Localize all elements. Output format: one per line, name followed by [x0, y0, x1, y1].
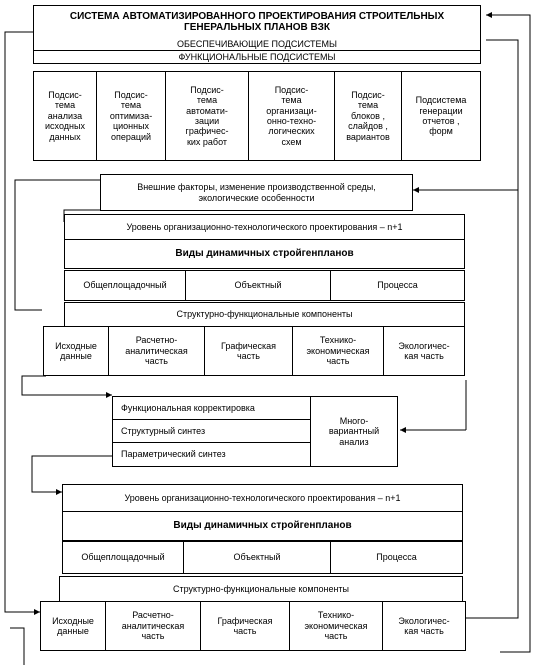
level-bottom-item-econ: Технико- экономическая часть	[289, 601, 383, 651]
support-subsystems-label: ОБЕСПЕЧИВАЮЩИЕ ПОДСИСТЕМЫ	[33, 38, 481, 51]
level-top-type-site: Общеплощадочный	[64, 270, 186, 301]
multivariant-analysis: Много- вариантный анализ	[310, 396, 398, 467]
synthesis-structural: Структурный синтез	[112, 419, 311, 443]
level-bottom-item-calc: Расчетно- аналитическая часть	[105, 601, 201, 651]
level-bottom-type-site: Общеплощадочный	[62, 541, 184, 574]
level-top-components: Структурно-функциональные компоненты	[64, 302, 465, 327]
level-top-item-econ: Технико- экономическая часть	[292, 326, 384, 376]
level-top-title: Уровень организационно-технологического проектирования – n+1	[64, 214, 465, 240]
subsystem-blocks: Подсис- тема блоков , слайдов , вариантов	[334, 71, 402, 161]
synthesis-functional: Функциональная корректировка	[112, 396, 311, 420]
line-level-to-synthesis	[22, 376, 112, 395]
level-top-type-object: Объектный	[185, 270, 331, 301]
subsystem-optimization: Подсис- тема оптимиза- ционных операций	[96, 71, 166, 161]
level-bottom-components: Структурно-функциональные компоненты	[59, 576, 463, 602]
level-bottom-title: Уровень организационно-технологического проектирования – n+1	[62, 484, 463, 512]
system-title: СИСТЕМА АВТОМАТИЗИРОВАННОГО ПРОЕКТИРОВАНИЯ СТРОИТЕЛЬНЫХ ГЕНЕРАЛЬНЫХ ПЛАНОВ ВЗК	[33, 5, 481, 39]
level-bottom-type-object: Объектный	[183, 541, 331, 574]
level-top-item-calc: Расчетно- аналитическая часть	[108, 326, 205, 376]
level-top-type-process: Процесса	[330, 270, 465, 301]
feedback-line-right-outer	[486, 15, 530, 652]
level-top-item-graphic: Графическая часть	[204, 326, 293, 376]
level-top-item-eco: Экологичес- кая часть	[383, 326, 465, 376]
level-bottom-item-graphic: Графическая часть	[200, 601, 290, 651]
synthesis-parametric: Параметрический синтез	[112, 442, 311, 467]
subsystem-graphics: Подсис- тема автомати- зации графичес- ких работ	[165, 71, 249, 161]
level-bottom-kinds: Виды динамичных стройгенпланов	[62, 511, 463, 541]
level-top-kinds: Виды динамичных стройгенпланов	[64, 239, 465, 269]
level-top-item-source: Исходные данные	[43, 326, 109, 376]
level-bottom-item-source: Исходные данные	[40, 601, 106, 651]
level-bottom-type-process: Процесса	[330, 541, 463, 574]
functional-subsystems-label: ФУНКЦИОНАЛЬНЫЕ ПОДСИСТЕМЫ	[33, 51, 481, 64]
subsystem-org-tech: Подсис- тема организаци- онно-техно- логических схем	[248, 71, 335, 161]
level-bottom-item-eco: Экологичес- кая часть	[382, 601, 466, 651]
subsystem-reports: Подсистема генерации отчетов , форм	[401, 71, 481, 161]
subsystem-analysis: Подсис- тема анализа исходных данных	[33, 71, 97, 161]
external-factors: Внешние факторы, изменение производственной среды, экологические особенности	[100, 174, 413, 211]
